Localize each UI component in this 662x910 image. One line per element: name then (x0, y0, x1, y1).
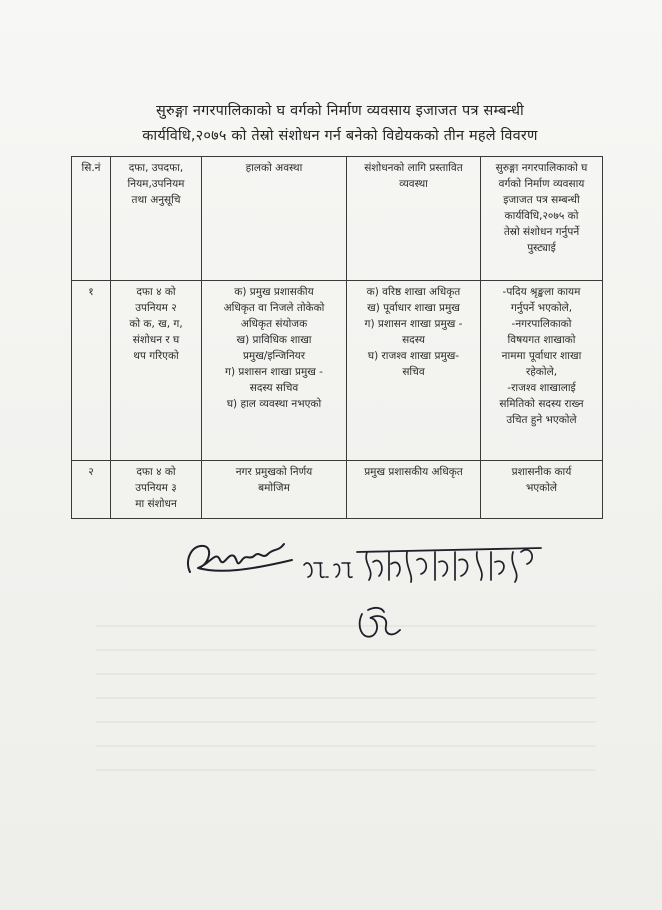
row-1-proposed-provision: क) वरिष्ठ शाखा अधिकृत ख) पूर्वाधार शाखा प्रमुख ग) प्रशासन शाखा प्रमुख - सदस्य घ) राजश्व शाखा प्रमुख- सचिव (347, 281, 481, 461)
bleed-through-text (96, 610, 596, 780)
document-title-line-2: कार्यविधि,२०७५ को तेस्रो संशोधन गर्न बनेको विद्येयकको तीन महले विवरण (142, 128, 538, 144)
row-1-justification: -पदिय श्रृङ्खला कायम गर्नुपर्ने भएकोले, -नगरपालिकाको विषयगत शाखाको नाममा पूर्वाधार शाखा रहेकोले, -राजश्व शाखालाई समितिको सदस्य राख्न उचित हुने भएकोले (481, 281, 603, 461)
row-2-current-provision: नगर प्रमुखको निर्णय बमोजिम (202, 461, 347, 519)
row-1-section: दफा ४ को उपनियम २ को क, ख, ग, संशोधन र घ थप गरिएको (111, 281, 202, 461)
header-current-provision: हालको अवस्था (202, 157, 347, 281)
table-row (72, 281, 603, 461)
table-row (72, 461, 603, 519)
amendment-table (71, 156, 603, 519)
row-1-current-provision: क) प्रमुख प्रशासकीय अधिकृत वा निजले तोकेको अधिकृत संयोजक ख) प्राविधिक शाखा प्रमुख/इन्जिनियर ग) प्रशासन शाखा प्रमुख - सदस्य सचिव घ) हाल व्यवस्था नभएको (202, 281, 347, 461)
row-2-serial: २ (72, 461, 111, 519)
initial-signature (348, 600, 408, 645)
header-proposed-provision: संशोधनको लागि प्रस्तावित व्यवस्था (347, 157, 481, 281)
signature-name-prefix (300, 555, 360, 585)
handwritten-name (355, 540, 545, 595)
row-2-section: दफा ४ को उपनियम ३ मा संशोधन (111, 461, 202, 519)
table-header-row (72, 157, 603, 281)
signature-left (180, 530, 300, 585)
header-justification: सुरुङ्गा नगरपालिकाको घ वर्गको निर्माण व्यवसाय इजाजत पत्र सम्बन्धी कार्यविधि,२०७५ को तेस्रो संशोधन गर्नुपर्ने पुस्ट्याई (481, 157, 603, 281)
row-2-proposed-provision: प्रमुख प्रशासकीय अधिकृत (347, 461, 481, 519)
header-serial: सि.नं (72, 157, 111, 281)
row-2-justification: प्रशासनीक कार्य भएकोले (481, 461, 603, 519)
document-title-line-1: सुरुङ्गा नगरपालिकाको घ वर्गको निर्माण व्यवसाय इजाजत पत्र सम्बन्धी (156, 103, 524, 119)
header-section: दफा, उपदफा, नियम,उपनियम तथा अनुसूचि (111, 157, 202, 281)
row-1-serial: १ (72, 281, 111, 461)
